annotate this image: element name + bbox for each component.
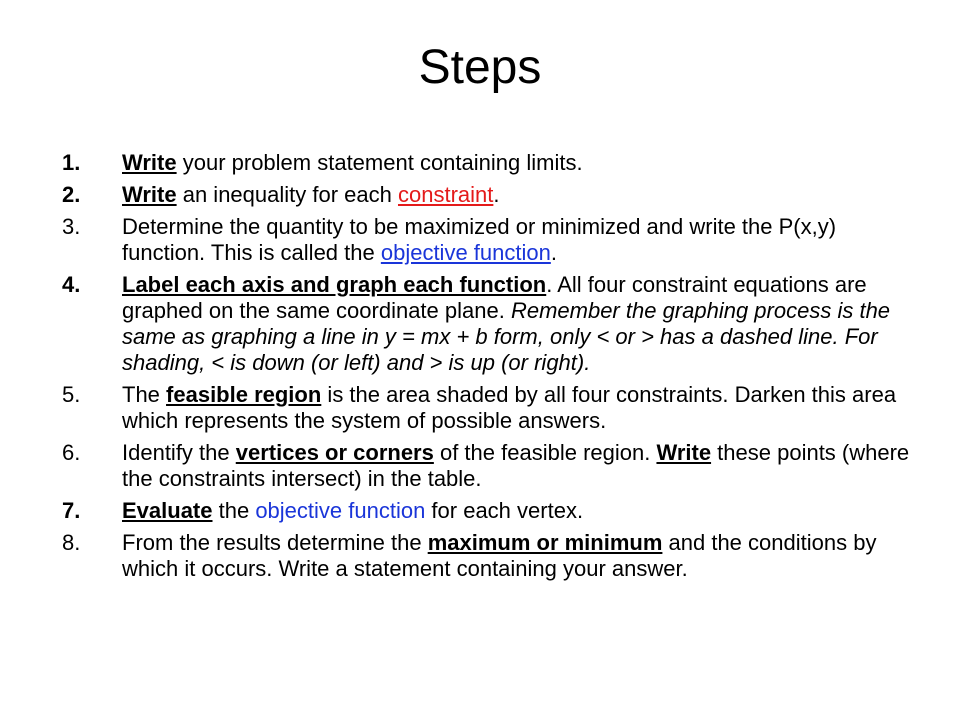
step-text: Determine the quantity to be maximized or minimized and write the P(x,y) function. This is called the (122, 214, 837, 265)
step-text: From the results determine the (122, 530, 428, 555)
step-text: . All four constraint equations are graphed on the same coordinate plane. (122, 272, 867, 323)
step-text: and the conditions by which it occurs. Write a statement containing your answer. (122, 530, 877, 581)
step-verb: Evaluate (122, 498, 213, 523)
step-verb: Write (122, 150, 177, 175)
step-2 (62, 182, 922, 208)
step-term: Label each axis and graph each function (122, 272, 547, 297)
step-number: 2. (62, 182, 81, 207)
step-text: . (493, 182, 500, 207)
step-number: 5. (62, 382, 81, 407)
max-min-term: maximum or minimum (427, 530, 663, 555)
step-text: the (212, 498, 256, 523)
step-4 (62, 272, 922, 376)
step-number: 1. (62, 150, 81, 175)
step-italic-note: Remember the graphing process is the same as graphing a line in y = mx + b form, only < or > has a dashed line. For shading, < is down (or left) and > is up (or right). (122, 298, 891, 375)
step-6 (62, 440, 922, 492)
steps-list (62, 150, 922, 582)
step-8 (62, 530, 922, 582)
step-verb: Write (122, 182, 177, 207)
constraint-term: constraint (397, 182, 494, 207)
objective-function-term: objective function (255, 498, 426, 523)
step-5 (62, 382, 922, 434)
step-7 (62, 498, 922, 524)
step-text: The (122, 382, 167, 407)
vertices-term: vertices or corners (235, 440, 434, 465)
step-3 (62, 214, 922, 266)
step-number: 4. (62, 272, 81, 297)
step-text: . (550, 240, 557, 265)
step-text: Identify the (122, 440, 236, 465)
step-text: these points (where the constraints intersect) in the table. (122, 440, 910, 491)
step-text: your problem statement containing limits. (176, 150, 583, 175)
step-number: 6. (62, 440, 81, 465)
step-number: 3. (62, 214, 81, 239)
step-number: 7. (62, 498, 81, 523)
step-text: of the feasible region. (433, 440, 657, 465)
step-text: an inequality for each (176, 182, 398, 207)
step-text: for each vertex. (425, 498, 584, 523)
feasible-region-term: feasible region (166, 382, 322, 407)
objective-function-term: objective function (380, 240, 551, 265)
step-1 (62, 150, 922, 176)
step-text: is the area shaded by all four constraints. Darken this area which represents the system of possible answers. (122, 382, 897, 433)
step-verb: Write (656, 440, 712, 465)
step-number: 8. (62, 530, 81, 555)
slide-title: Steps (418, 41, 542, 94)
